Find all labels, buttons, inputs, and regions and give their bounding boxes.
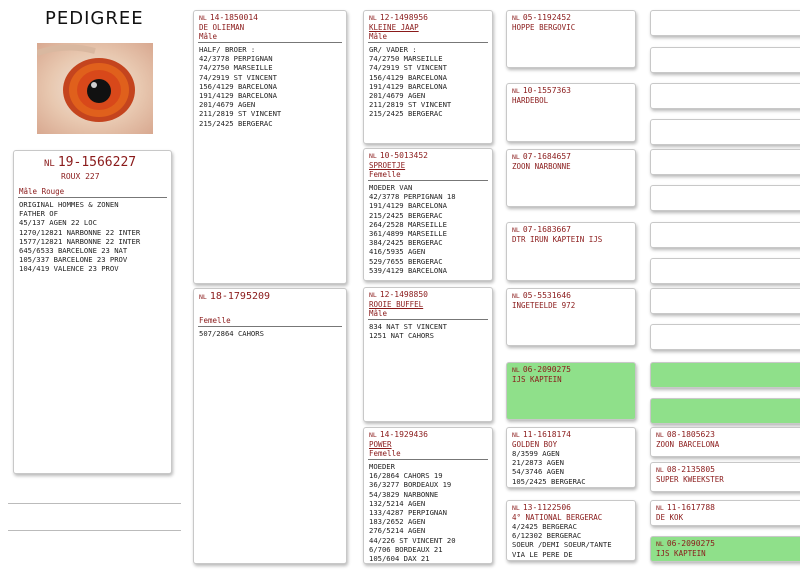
g4-card[interactable] [650, 462, 800, 492]
bird-name: SPROETJE [369, 161, 406, 170]
bird-name: DE OLIEMAN [199, 23, 245, 32]
result-line: 264/2528 MARSEILLE [369, 219, 447, 229]
ring-number: 18-1795209 [209, 291, 271, 302]
bird-name: DE KOK [656, 513, 684, 522]
result-line: 211/2819 ST VINCENT [199, 109, 282, 119]
g4-card[interactable] [650, 427, 800, 457]
divider [8, 503, 181, 504]
bird-sex: Mâle [199, 32, 218, 41]
g4-card[interactable] [650, 83, 800, 109]
great-grandparent-card[interactable] [506, 10, 636, 68]
divider [368, 319, 488, 320]
bird-sex: Femelle [199, 316, 231, 325]
divider [8, 530, 181, 531]
ring-prefix: NL [512, 292, 520, 300]
result-line: 44/226 ST VINCENT 20 [369, 535, 456, 545]
result-line: 645/6533 BARCELONE 23 NAT [19, 246, 128, 256]
ring-number: 14-1850014 [209, 13, 258, 22]
grandparent-card[interactable] [363, 287, 493, 422]
result-line: 507/2864 CAHORS [199, 329, 264, 338]
bird-name: ROOIE BUFFEL [369, 300, 424, 309]
ring-prefix: NL [656, 431, 664, 439]
divider [18, 197, 167, 198]
result-line: 105/337 BARCELONE 23 PROV [19, 255, 128, 265]
great-grandparent-card[interactable] [506, 222, 636, 281]
divider [198, 326, 342, 327]
result-line: 54/3746 AGEN [512, 467, 564, 477]
great-grandparent-card[interactable] [506, 288, 636, 346]
bird-results [194, 45, 346, 128]
result-line: 42/3778 PERPIGNAN [199, 54, 273, 64]
bird-sex: Mâle [369, 309, 388, 318]
result-line: 834 NAT ST VINCENT [369, 322, 447, 331]
result-line: 191/4129 BARCELONA [369, 81, 447, 91]
ring-prefix: NL [369, 291, 377, 299]
ring-number: 08-2135805 [666, 465, 715, 474]
ring-number: 19-1566227 [57, 155, 137, 170]
divider [368, 459, 488, 460]
result-line: 104/419 VALENCE 23 PROV [19, 264, 119, 274]
father-card[interactable] [193, 10, 347, 284]
bird-results [194, 329, 346, 338]
g4-card[interactable] [650, 47, 800, 73]
ring-prefix: NL [369, 152, 377, 160]
result-line: 384/2425 BERGERAC [369, 238, 443, 248]
ring-number: 06-2090275 [522, 365, 571, 374]
result-line: 191/4129 BARCELONA [199, 91, 277, 101]
g4-card[interactable] [650, 288, 800, 314]
ring-prefix: NL [199, 14, 207, 22]
great-grandparent-card[interactable] [506, 500, 636, 561]
great-grandparent-card[interactable] [506, 362, 636, 420]
result-line: 215/2425 BERGERAC [369, 109, 443, 119]
bird-sex: Femelle [369, 170, 401, 179]
great-grandparent-card[interactable] [506, 427, 636, 488]
result-line: FATHER OF [19, 209, 58, 219]
grandparent-card[interactable] [363, 427, 493, 564]
bird-sex: Femelle [369, 449, 401, 458]
g4-card[interactable] [650, 258, 800, 284]
ring-number: 05-1192452 [522, 13, 571, 22]
result-line: 74/2919 ST VINCENT [199, 72, 277, 82]
result-line: 132/5214 AGEN [369, 498, 426, 508]
bird-sex: Mâle Rouge [19, 187, 65, 196]
result-line: 105/2425 BERGERAC [512, 476, 586, 486]
bird-name: ROUX 227 [61, 172, 100, 181]
ring-prefix: NL [369, 431, 377, 439]
ring-number: 14-1929436 [379, 430, 428, 439]
bird-name: INGETEELDE 972 [512, 301, 576, 310]
result-line: MOEDER VAN [369, 183, 413, 192]
result-line: 74/2750 MARSEILLE [369, 54, 443, 64]
page-title: PEDIGREE [45, 8, 144, 29]
bird-name: IJS KAPTEIN [512, 375, 562, 384]
result-line: 183/2652 AGEN [369, 517, 426, 527]
result-line: 529/7655 BERGERAC [369, 256, 443, 266]
bird-name: 4° NATIONAL BERGERAC [512, 513, 603, 522]
result-line: 74/2750 MARSEILLE [199, 63, 273, 73]
bird-name: HARDEBOL [512, 96, 549, 105]
ring-prefix: NL [512, 226, 520, 234]
result-line: ORIGINAL HOMMES & ZONEN [19, 200, 119, 209]
bird-name: DTR IRUN KAPTEIN IJS [512, 235, 603, 244]
g4-card[interactable] [650, 149, 800, 175]
g4-card[interactable] [650, 10, 800, 36]
ring-number: 08-1805623 [666, 430, 715, 439]
result-line: 276/5214 AGEN [369, 526, 426, 536]
g4-card[interactable] [650, 119, 800, 145]
bird-name: ZOON BARCELONA [656, 440, 720, 449]
result-line: 105/604 DAX 21 [369, 554, 430, 564]
ring-prefix: NL [512, 366, 520, 374]
result-line: 215/2425 BERGERAC [369, 210, 443, 220]
result-line: 36/3277 BORDEAUX 19 [369, 480, 452, 490]
result-line: 42/3778 PERPIGNAN 18 [369, 192, 456, 202]
ring-prefix: NL [512, 504, 520, 512]
result-line: HALF/ BROER : [199, 45, 256, 54]
ring-number: 07-1684657 [522, 152, 571, 161]
g4-card[interactable] [650, 185, 800, 211]
result-line: 201/4679 AGEN [369, 91, 426, 101]
ring-prefix: NL [512, 431, 520, 439]
bird-card[interactable] [13, 150, 172, 474]
ring-prefix: NL [512, 14, 520, 22]
mother-card[interactable] [193, 288, 347, 564]
ring-prefix: NL [512, 87, 520, 95]
ring-prefix: NL [656, 466, 664, 474]
great-grandparent-card[interactable] [506, 149, 636, 207]
result-line: 361/4899 MARSEILLE [369, 229, 447, 239]
bird-results [14, 200, 171, 274]
ring-prefix: NL [656, 540, 664, 548]
result-line: 156/4129 BARCELONA [369, 72, 447, 82]
result-line: 6/12302 BERGERAC [512, 531, 582, 541]
ring-prefix: NL [656, 504, 664, 512]
bird-name: KLEINE JAAP [369, 23, 419, 32]
result-line: 74/2919 ST VINCENT [369, 63, 447, 73]
ring-number: 06-2090275 [666, 539, 715, 548]
bird-name: ZOON NARBONNE [512, 162, 571, 171]
ring-number: 07-1683667 [522, 225, 571, 234]
ring-prefix: NL [512, 153, 520, 161]
ring-number: 11-1617788 [666, 503, 715, 512]
result-line: 16/2864 CAHORS 19 [369, 471, 443, 481]
ring-number: 12-1498850 [379, 290, 428, 299]
result-line: 21/2873 AGEN [512, 458, 564, 468]
result-line: MOEDER [369, 462, 395, 471]
g4-card[interactable] [650, 398, 800, 424]
bird-sex: Mâle [369, 32, 388, 41]
result-line: SOEUR /DEMI SOEUR/TANTE [512, 540, 612, 550]
grandparent-card[interactable] [363, 10, 493, 144]
result-line: 215/2425 BERGERAC [199, 118, 273, 128]
g4-card[interactable] [650, 362, 800, 388]
result-line: GR/ VADER : [369, 45, 417, 54]
ring-number: 13-1122506 [522, 503, 571, 512]
result-line: 191/4129 BARCELONA [369, 201, 447, 211]
great-grandparent-card[interactable] [506, 83, 636, 142]
grandparent-card[interactable] [363, 148, 493, 281]
result-line: 156/4129 BARCELONA [199, 81, 277, 91]
pigeon-eye-photo [37, 43, 153, 134]
result-line: 6/706 BORDEAUX 21 [369, 544, 443, 554]
bird-name: POWER [369, 440, 392, 449]
divider [198, 42, 342, 43]
divider [368, 42, 488, 43]
ring-number: 10-1557363 [522, 86, 571, 95]
bird-name: IJS KAPTEIN [656, 549, 706, 558]
result-line: 4/2425 BERGERAC [512, 522, 577, 531]
ring-number: 12-1498956 [379, 13, 428, 22]
g4-card[interactable] [650, 222, 800, 248]
bird-name: SUPER KWEEKSTER [656, 475, 724, 484]
ring-number: 10-5013452 [379, 151, 428, 160]
divider [368, 180, 488, 181]
ring-number: 05-5531646 [522, 291, 571, 300]
result-line: 1270/12821 NARBONNE 22 INTER [19, 227, 141, 237]
result-line: 201/4679 AGEN [199, 100, 256, 110]
result-line: 54/3829 NARBONNE [369, 489, 439, 499]
result-line: 211/2819 ST VINCENT [369, 100, 452, 110]
result-line: 45/137 AGEN 22 LOC [19, 218, 97, 228]
ring-prefix: NL [199, 293, 207, 301]
result-line: 8/3599 AGEN [512, 449, 560, 458]
g4-card[interactable] [650, 536, 800, 562]
ring-prefix: NL [369, 14, 377, 22]
ring-prefix: NL [44, 159, 55, 169]
result-line: 133/4287 PERPIGNAN [369, 508, 447, 518]
result-line: 1251 NAT CAHORS [369, 331, 434, 341]
result-line: 539/4129 BARCELONA [369, 265, 447, 275]
ring-number: 11-1618174 [522, 430, 571, 439]
bird-name: GOLDEN BOY [512, 440, 558, 449]
g4-card[interactable] [650, 324, 800, 350]
g4-card[interactable] [650, 500, 800, 526]
result-line: 1577/12821 NARBONNE 22 INTER [19, 236, 141, 246]
bird-name: HOPPE BERGOVIC [512, 23, 576, 32]
result-line: 416/5935 AGEN [369, 247, 426, 257]
result-line: VIA LE PERE DE [512, 549, 573, 559]
